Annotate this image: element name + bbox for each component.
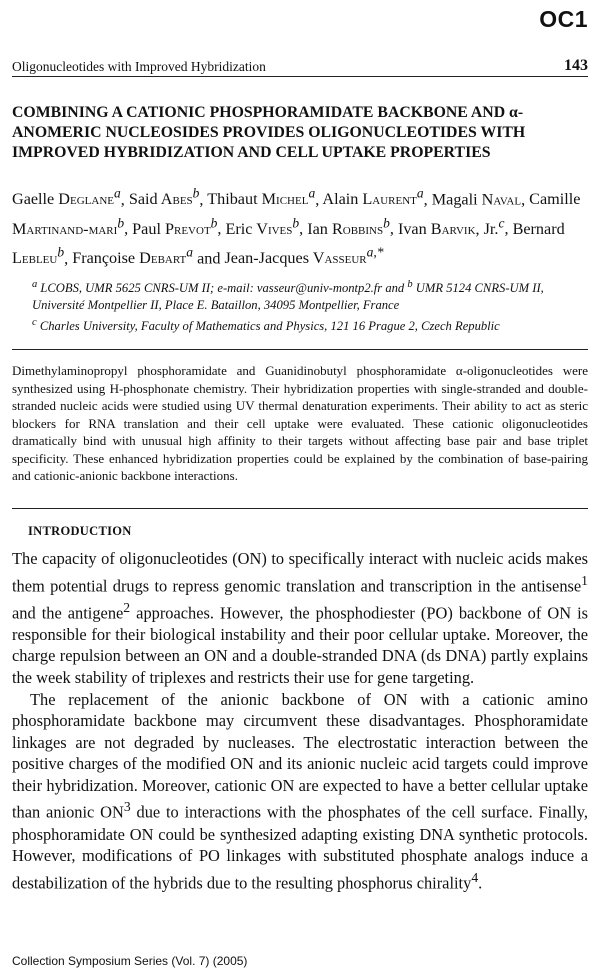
author-affiliation-mark: b [292,215,300,231]
author [132,215,218,238]
author-given-name: Ian [307,219,332,238]
paragraph [12,689,588,894]
section-heading-introduction: INTRODUCTION [28,524,132,538]
author-list: Gaelle Deglane$^a$, Said Abes$^b$, Thibaut Michel$^a$, Alain Laurent$^a$, Magali Naval, Camille Martinand-mari$^b$, Paul Prevot$^b$, Eric Vives$^b$, Ian Robbins$^b$, Ivan Barvik, Jr.$^c$, Bernard Lebleu$^b$, Françoise Debart$^a$ and Jean-Jacques Vasseur$^{a,*}$ [12,186,581,268]
affiliation-ab [32,276,590,314]
author-affiliation-mark: b [57,244,65,260]
body-text [12,548,588,894]
author-surname-rest: bes [172,190,193,209]
author-surname-initial: M [12,219,27,238]
author-surname-rest: aurent [372,190,417,209]
paragraph-text: The capacity of oligonucleotides (ON) to specifically interact with nucleic acids makes them potential drugs to repress genomic translation and transcription in the antisense [12,549,588,596]
author [12,186,121,209]
author-given-name: Alain [322,190,363,209]
author-given-name: Magali [431,190,482,209]
author [307,215,390,238]
collection-code: OC1 [539,6,588,32]
series-footer: Collection Symposium Series (Vol. 7) (2005) [12,954,248,968]
author-surname-rest: ebleu [21,249,58,268]
paragraph-text: due to interactions with the phosphates of the cell surface. Finally, phosphoramidate ON could be synthesized adapting existing DNA synthetic protocols. However, modifications of PO linkages with substituted phosphate analogs induce a destabilization of the hybrids due to the resulting phosphorus chirality [12,802,588,893]
author-surname-rest: ichel [276,190,309,209]
author [207,186,316,209]
paragraph-text: . [478,873,483,893]
page-number: 143 [564,57,588,74]
author-surname-initial: D [58,190,70,209]
author-given-name: Eric [225,219,257,238]
paragraph-text: and the antigene [12,603,124,623]
author-affiliation-mark: a [114,186,121,201]
author-affiliation-mark: a,* [366,244,384,260]
author-affiliation-mark: b [192,186,200,201]
affiliation-text: LCOBS, UMR 5625 CNRS-UM II; e-mail: vasseur@univ-montp2.fr and [37,281,408,296]
paragraph [12,548,588,689]
paper-title: COMBINING A CATIONIC PHOSPHORAMIDATE BACKBONE AND α-ANOMERIC NUCLEOSIDES PROVIDES OLIGONUCLEOTIDES WITH IMPROVED HYBRIDIZATION AND CELL UPTAKE PROPERTIES [12,104,526,161]
running-header [12,56,588,77]
author-given-name: Jean-Jacques [224,249,313,268]
paragraph-text: approaches. However, the phosphodiester (PO) backbone of ON is responsible for their biological instability and their poor cellular uptake. Moreover, the charge repulsion between an ON and a double-stranded DNA (ds DNA) partly explains the week stability of triplexes and restricts their use for gene targeting. [12,603,589,687]
abstract-top-rule [12,349,588,350]
author-surname-initial: M [261,190,277,209]
abstract-bottom-rule [12,508,588,509]
author-surname-initial: P [164,219,174,238]
author-surname-rest: ives [267,219,293,238]
author-surname-rest: revot [174,219,211,238]
paragraph-text: The replacement of the anionic backbone of ON with a cationic amino phosphoramidate backbone may circumvent these disadvantages. Phosphoramidate linkages are not degraded by nucleases. The electrostatic interaction between the positive charges of the modified ON and its anionic nucleic acid targets could improve their hybridization. Moreover, cationic ON are expected to have a better cellular uptake than anionic ON [12,689,588,822]
author [397,215,505,238]
running-title: Oligonucleotides with Improved Hybridization [12,59,266,74]
author-surname-initial: N [481,190,494,209]
author-surname-initial: B [430,219,442,238]
author [224,244,384,268]
author-surname-initial: D [139,249,151,268]
author-surname-initial: V [312,249,325,268]
author-surname-rest: asseur [324,249,367,268]
author-affiliation-mark: b [210,215,218,231]
author [432,190,521,208]
author-surname-rest: arvik, Jr. [441,219,499,238]
author-surname-initial: L [12,249,22,268]
author-surname-rest: aval [493,190,522,209]
author-given-name: Gaelle [12,190,59,209]
affiliation-c [32,314,590,335]
abstract: Dimethylaminopropyl phosphoramidate and Guanidinobutyl phosphoramidate α-oligonucleotides were synthesized using H-phosphonate chemistry. Their hybridization properties with single-stranded and double-stranded nucleic acids were studied using UV thermal denaturation experiments. Their ability to act as steric blockers for RNA translation and their cell uptake were evaluated. These cationic oligonucleotides dramatically bind with unusual high affinity to their targets without affecting base pair and base triplet specificity. These enhanced hybridization properties could be explained by the combination of base-pairing and cationic-anionic backbone interactions. [12,363,588,483]
author-given-name: Thibaut [207,190,262,209]
affiliation-mark: b [407,279,413,290]
author [322,186,424,209]
author-surname-rest: obbins [342,219,384,238]
affiliation-mark: c [32,317,37,329]
affiliation-text: UMR 5124 CNRS-UM II, Université Montpellier II, Place E. Bataillon, 34095 Montpellier, France [32,281,544,313]
citation-mark: 1 [581,572,588,588]
author [128,186,200,209]
citation-mark: 3 [123,799,131,815]
author-surname-initial: L [362,190,373,209]
author-surname-rest: artinand-mari [26,219,118,238]
author [72,244,194,268]
author-surname-initial: R [331,219,343,238]
author-given-name: Françoise [72,249,140,268]
author [225,215,300,238]
affiliations [32,276,590,335]
author-affiliation-mark: b [117,215,125,231]
affiliation-text: Charles University, Faculty of Mathematics and Physics, 121 16 Prague 2, Czech Republic [36,319,500,334]
affiliation-mark: a [32,279,38,290]
citation-mark: 4 [471,869,479,885]
author-given-name: Paul [132,219,165,238]
author-surname-rest: eglane [70,190,114,209]
author-given-name: Camille [529,190,581,209]
author-given-name: Said [128,190,161,209]
author-affiliation-mark: a [308,186,316,201]
author-surname-initial: V [256,219,268,238]
author-given-name: Ivan [397,219,431,238]
author-affiliation-mark: a [416,186,424,201]
author-affiliation-mark: a [186,244,194,260]
author-affiliation-mark: c [498,215,505,231]
author-given-name: Bernard [512,219,565,238]
citation-mark: 2 [123,599,131,615]
author-affiliation-mark: b [383,215,390,231]
author-surname-initial: A [160,190,173,209]
author-surname-rest: ebart [150,249,187,268]
